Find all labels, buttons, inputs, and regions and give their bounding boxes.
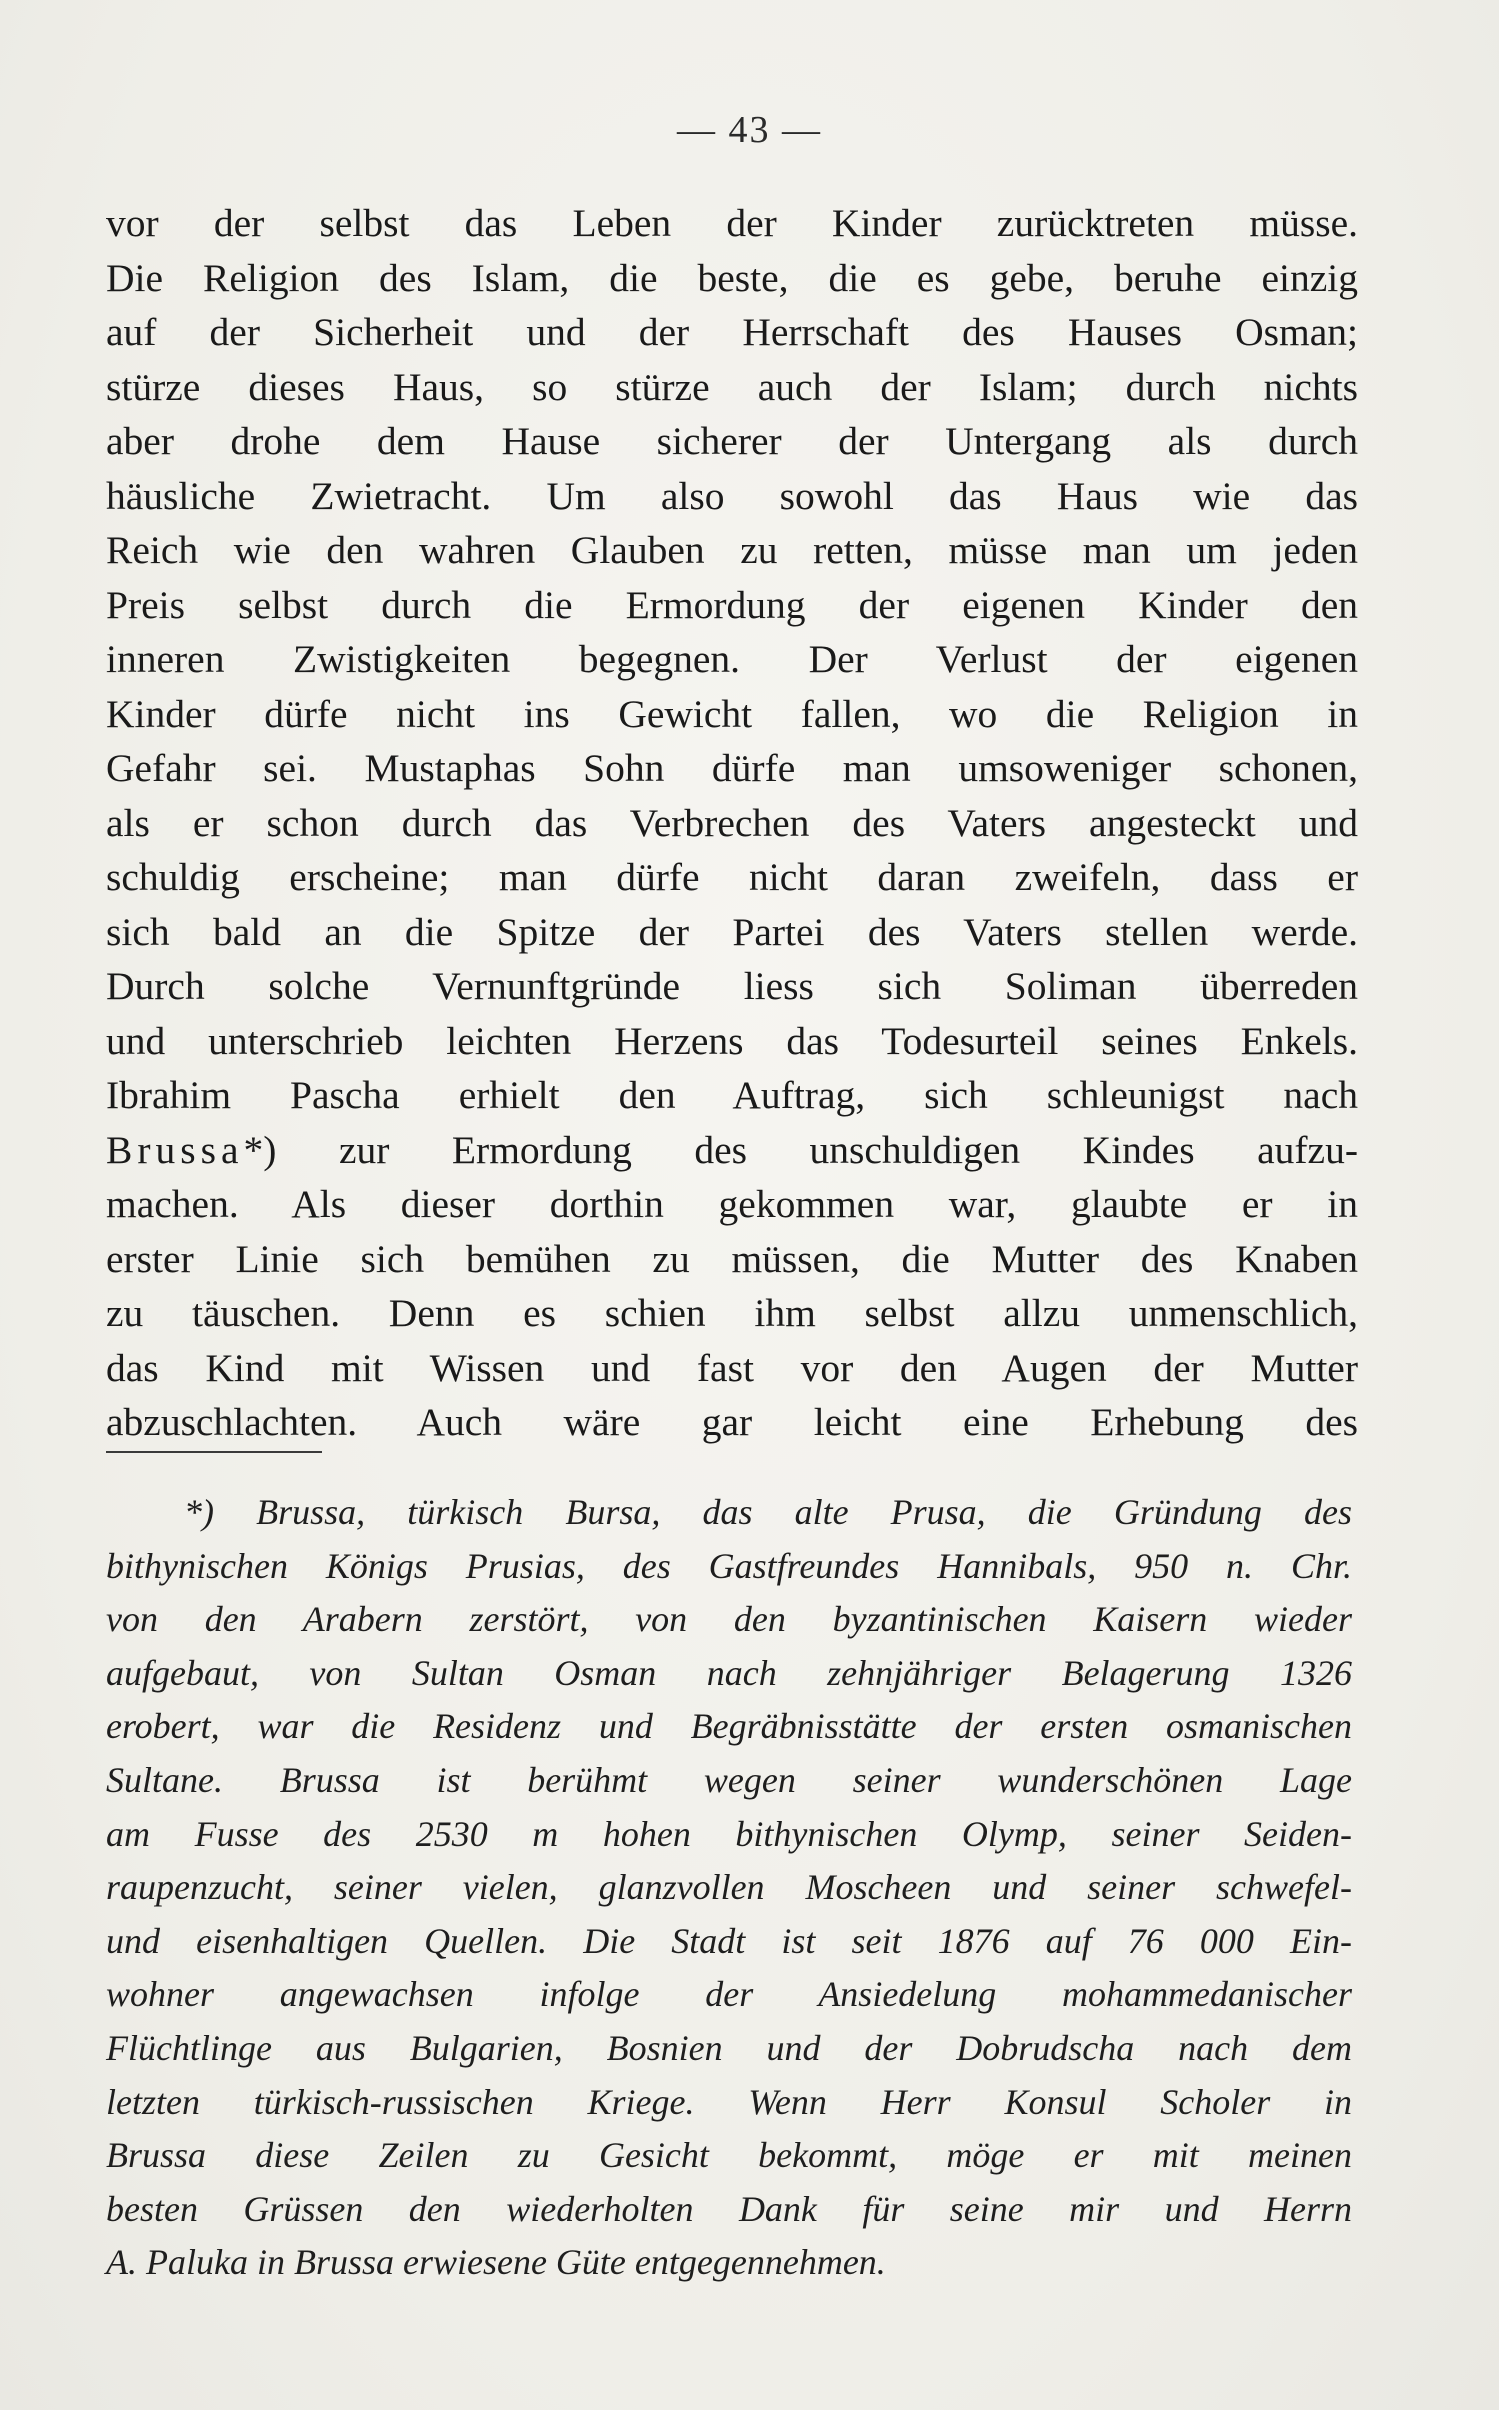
text-line: Die Religion des Islam, die beste, die es gebe, beruhe einzig	[106, 255, 1358, 300]
footnote-separator	[106, 1451, 322, 1453]
footnote-line: raupenzucht, seiner vielen, glanzvollen Moscheen und seiner schwefel-	[106, 1867, 1352, 1908]
footnote-line: und eisenhaltigen Quellen. Die Stadt ist seit 1876 auf 76 000 Ein-	[106, 1920, 1352, 1961]
text-line: zu täuschen. Denn es schien ihm selbst allzu unmenschlich,	[106, 1291, 1358, 1335]
text-line: Ibrahim Pascha erhielt den Auftrag, sich schleunigst nach	[106, 1073, 1358, 1117]
brussa-line-rest: *) zur Ermordung des unschuldigen Kindes aufzu-	[243, 1127, 1358, 1172]
main-text	[106, 196, 1358, 1450]
footnote-line: Flüchtlinge aus Bulgarien, Bosnien und der Dobrudscha nach dem	[106, 2027, 1352, 2068]
footnote-line: aufgebaut, von Sultan Osman nach zehnjähriger Belagerung 1326	[106, 1652, 1352, 1693]
text-line: Reich wie den wahren Glauben zu retten, müsse man um jeden	[106, 528, 1358, 572]
text-line: das Kind mit Wissen und fast vor den Augen der Mutter	[106, 1345, 1358, 1390]
footnote-line: erobert, war die Residenz und Begräbnisstätte der ersten osmanischen	[106, 1706, 1352, 1747]
text-line: schuldig erscheine; man dürfe nicht daran zweifeln, dass er	[106, 855, 1358, 899]
text-line: stürze dieses Haus, so stürze auch der Islam; durch nichts	[106, 364, 1358, 409]
footnote-line: besten Grüssen den wiederholten Dank für seine mir und Herrn	[106, 2188, 1352, 2229]
text-line: auf der Sicherheit und der Herrschaft des Hauses Osman;	[106, 310, 1358, 354]
text-line: häusliche Zwietracht. Um also sowohl das Haus wie das	[106, 473, 1358, 518]
footnote-line: von den Arabern zerstört, von den byzantinischen Kaisern wieder	[106, 1599, 1352, 1640]
text-line: Preis selbst durch die Ermordung der eigenen Kinder den	[106, 582, 1358, 627]
text-line: als er schon durch das Verbrechen des Vaters angesteckt und	[106, 800, 1358, 845]
footnote-line: letzten türkisch-russischen Kriege. Wenn Herr Konsul Scholer in	[106, 2081, 1352, 2122]
footnote-line: am Fusse des 2530 m hohen bithynischen Olymp, seiner Seiden-	[106, 1813, 1352, 1854]
footnote-line: bithynischen Königs Prusias, des Gastfreundes Hannibals, 950 n. Chr.	[106, 1545, 1352, 1586]
footnote	[106, 1486, 1352, 2290]
text-line: aber drohe dem Hause sicherer der Untergang als durch	[106, 419, 1358, 463]
text-line: erster Linie sich bemühen zu müssen, die Mutter des Knaben	[106, 1236, 1358, 1281]
text-line: Gefahr sei. Mustaphas Sohn dürfe man umsoweniger schonen,	[106, 746, 1358, 790]
text-line: inneren Zwistigkeiten begegnen. Der Verlust der eigenen	[106, 637, 1358, 681]
footnote-line: *) Brussa, türkisch Bursa, das alte Prusa, die Gründung des	[184, 1492, 1352, 1532]
footnote-line: wohner angewachsen infolge der Ansiedelung mohammedanischer	[106, 1974, 1352, 2015]
text-line: sich bald an die Spitze der Partei des Vaters stellen werde.	[106, 909, 1358, 954]
footnote-line: Brussa diese Zeilen zu Gesicht bekommt, möge er mit meinen	[106, 2135, 1352, 2176]
text-line: und unterschrieb leichten Herzens das Todesurteil seines Enkels.	[106, 1018, 1358, 1063]
text-line: abzuschlachten. Auch wäre gar leicht eine Erhebung des	[106, 1400, 1358, 1444]
page-number: — 43 —	[677, 109, 822, 151]
text-line: machen. Als dieser dorthin gekommen war, glaubte er in	[106, 1182, 1358, 1226]
footnote-line: A. Paluka in Brussa erwiesene Güte entgegennehmen.	[106, 2242, 886, 2283]
text-line: vor der selbst das Leben der Kinder zurücktreten müsse.	[106, 201, 1358, 245]
footnote-line: Sultane. Brussa ist berühmt wegen seiner wunderschönen Lage	[106, 1759, 1352, 1800]
text-line: Kinder dürfe nicht ins Gewicht fallen, wo die Religion in	[106, 691, 1358, 736]
text-line: Durch solche Vernunftgründe liess sich Soliman überreden	[106, 964, 1358, 1008]
brussa-spaced-word: Brussa	[106, 1127, 244, 1172]
text-line-brussa	[106, 1123, 1358, 1178]
